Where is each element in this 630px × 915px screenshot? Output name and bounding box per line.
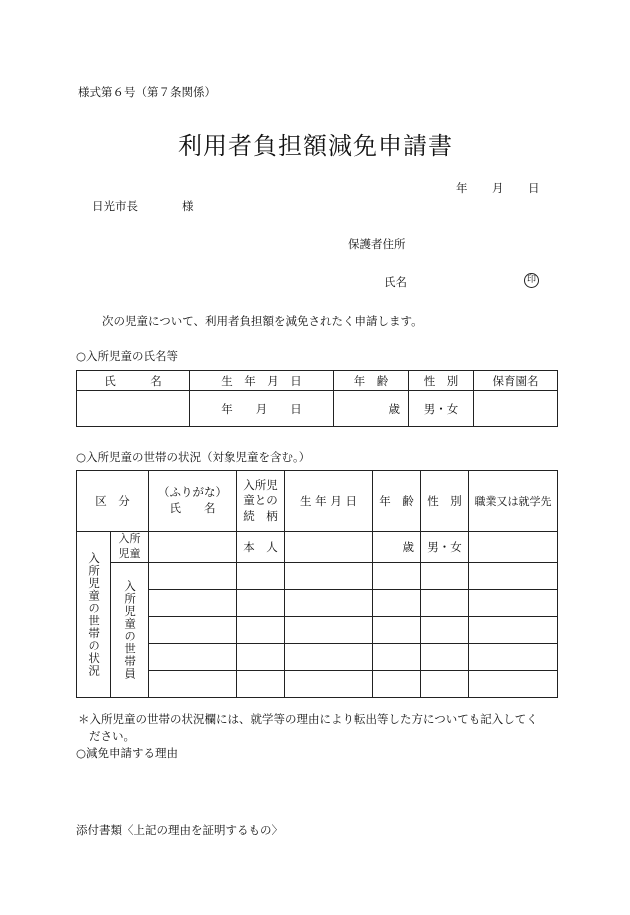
header-kubun: 区 分 (77, 471, 149, 532)
member-cell[interactable] (285, 562, 373, 589)
child-name-cell[interactable] (149, 532, 237, 563)
header-job: 職業又は就学先 (469, 471, 558, 532)
member-cell[interactable] (421, 562, 469, 589)
member-cell[interactable] (469, 616, 558, 643)
header-furigana-name (149, 471, 237, 532)
member-cell[interactable] (421, 643, 469, 670)
member-cell[interactable] (373, 616, 421, 643)
member-cell[interactable] (149, 562, 237, 589)
guardian-name-label: 氏名 (384, 275, 407, 289)
date-year: 年 (456, 181, 468, 195)
member-cell[interactable] (421, 616, 469, 643)
form-number: 様式第６号（第７条関係） (78, 85, 216, 99)
child-row-label: 入所 児童 (111, 532, 149, 563)
member-cell[interactable] (469, 643, 558, 670)
member-cell[interactable] (149, 670, 237, 697)
member-cell[interactable] (421, 589, 469, 616)
cell-age[interactable]: 歳 (334, 391, 409, 427)
header-birthdate: 生 年 月 日 (190, 371, 334, 391)
child-age-cell[interactable]: 歳 (373, 532, 421, 563)
header-birthdate: 生 年 月 日 (285, 471, 373, 532)
member-cell[interactable] (237, 670, 285, 697)
member-cell[interactable] (149, 643, 237, 670)
header-nursery: 保育園名 (474, 371, 558, 391)
member-cell[interactable] (373, 562, 421, 589)
member-cell[interactable] (373, 589, 421, 616)
household-table (76, 470, 558, 698)
seal-mark: 印 (524, 273, 539, 288)
header-age: 年 齢 (334, 371, 409, 391)
member-cell[interactable] (285, 643, 373, 670)
member-cell[interactable] (237, 643, 285, 670)
header-furigana: （ふりがな） (158, 485, 227, 500)
member-cell[interactable] (285, 589, 373, 616)
header-sex: 性 別 (409, 371, 474, 391)
cell-birthdate[interactable]: 年 月 日 (190, 391, 334, 427)
household-group-label: 入所児童の世帯の状況 (77, 532, 111, 698)
child-sex-cell[interactable]: 男・女 (421, 532, 469, 563)
member-cell[interactable] (237, 589, 285, 616)
addressee-mayor: 日光市長 (92, 199, 138, 213)
header-fullname: 氏 名 (169, 501, 216, 515)
member-cell[interactable] (421, 670, 469, 697)
header-relation: 入所児 童との 続 柄 (237, 471, 285, 532)
guardian-address-label: 保護者住所 (348, 237, 406, 251)
header-sex: 性 別 (421, 471, 469, 532)
member-group-label: 入所児童の世帯員 (111, 562, 149, 697)
page-title: 利用者負担額減免申請書 (178, 132, 453, 160)
member-cell[interactable] (469, 589, 558, 616)
section2-heading: ○入所児童の世帯の状況（対象児童を含む。） (76, 450, 311, 464)
child-relation-cell: 本 人 (237, 532, 285, 563)
note-line2: ださい。 (89, 729, 135, 743)
child-info-table (76, 370, 558, 427)
member-cell[interactable] (149, 616, 237, 643)
addressee-sama: 様 (182, 199, 194, 213)
intro-text: 次の児童について、利用者負担額を減免されたく申請します。 (102, 314, 423, 328)
member-cell[interactable] (285, 670, 373, 697)
member-cell[interactable] (237, 616, 285, 643)
member-cell[interactable] (373, 670, 421, 697)
reason-heading: ○減免申請する理由 (76, 746, 179, 760)
cell-nursery[interactable] (474, 391, 558, 427)
member-cell[interactable] (285, 616, 373, 643)
member-cell[interactable] (469, 562, 558, 589)
child-birth-cell[interactable] (285, 532, 373, 563)
member-cell[interactable] (149, 589, 237, 616)
header-age: 年 齢 (373, 471, 421, 532)
note-line1: ＊入所児童の世帯の状況欄には、就学等の理由により転出等した方についても記入してく (78, 712, 538, 726)
member-cell[interactable] (237, 562, 285, 589)
date-month: 月 (492, 181, 504, 195)
date-day: 日 (528, 181, 540, 195)
section1-heading: ○入所児童の氏名等 (76, 349, 179, 363)
header-name: 氏 名 (77, 371, 190, 391)
child-job-cell[interactable] (469, 532, 558, 563)
attachments-label: 添付書類〈上記の理由を証明するもの〉 (76, 823, 283, 837)
member-cell[interactable] (373, 643, 421, 670)
cell-sex[interactable]: 男・女 (409, 391, 474, 427)
member-cell[interactable] (469, 670, 558, 697)
cell-name[interactable] (77, 391, 190, 427)
